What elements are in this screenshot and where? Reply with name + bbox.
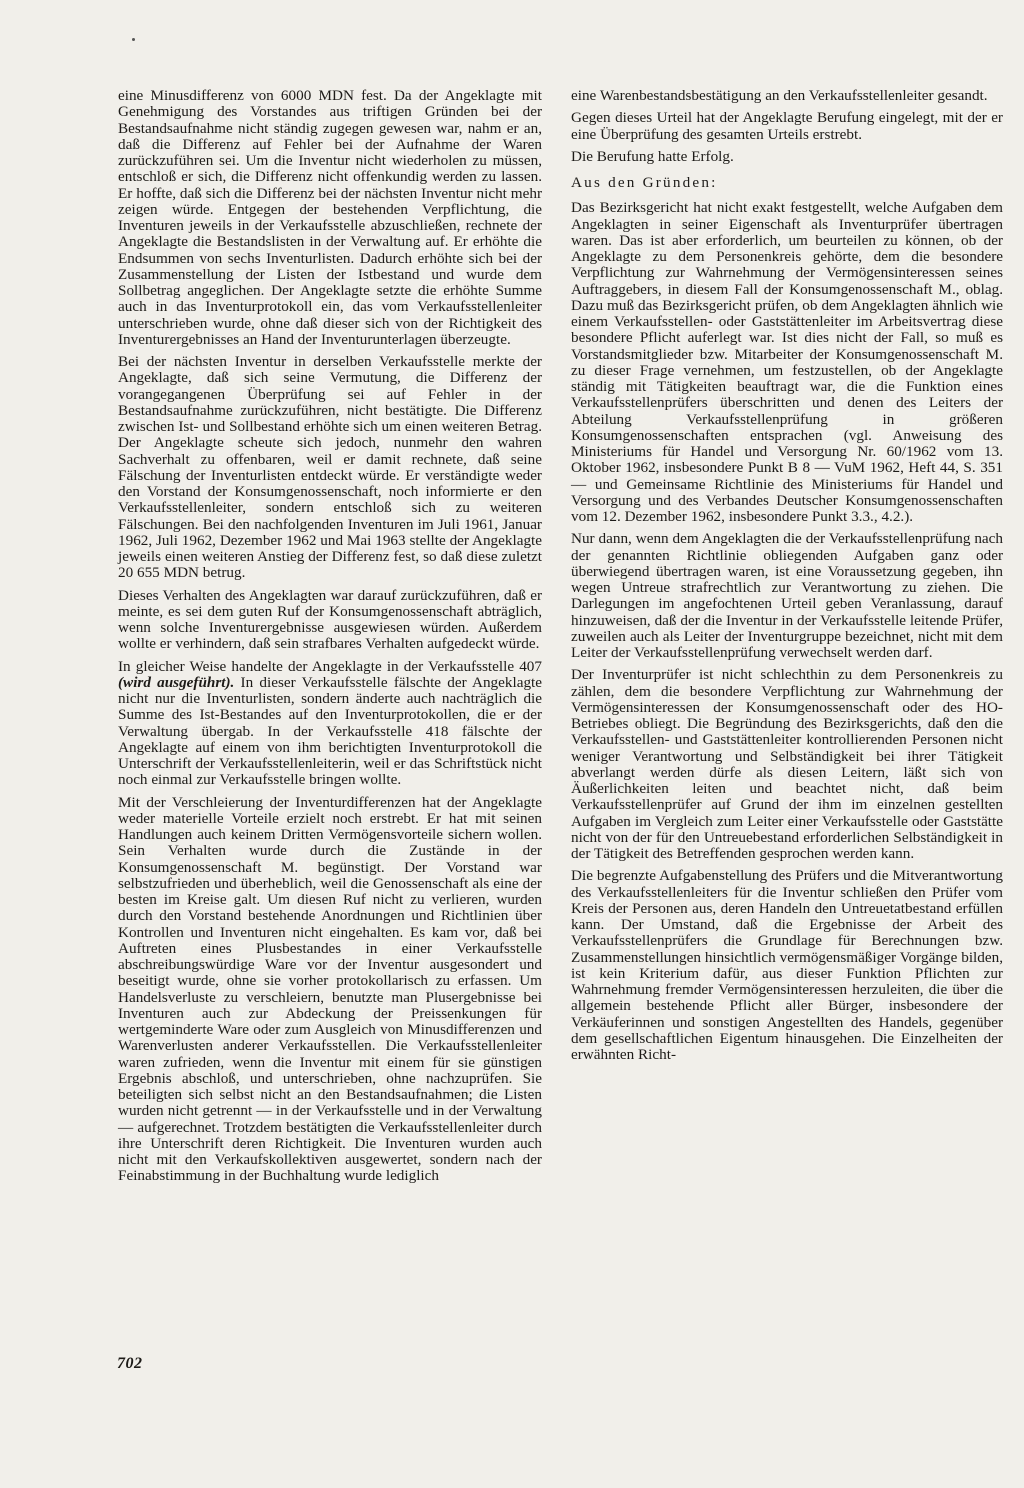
paragraph: Nur dann, wenn dem Angeklagten die der Verkaufsstellenprüfung nach der genannten Richtlinie obliegenden Aufgaben ganz oder überwiegend übertragen waren, ist eine Voraussetzung gegeben, ihn wegen Untreue strafrechtlich zur Verantwortung zu ziehen. Die Darlegungen im angefochtenen Urteil geben Veranlassung, darauf hinzuweisen, daß der die Inventur in der Verkaufsstelle leitende Prüfer, zuweilen auch als Leiter der Inventurgruppe bezeichnet, nicht mit dem Leiter der Verkaufsstellenprüfung verwechselt werden darf.	[571, 530, 1003, 661]
paragraph: Die Berufung hatte Erfolg.	[571, 147, 734, 165]
paragraph: Das Bezirksgericht hat nicht exakt festgestellt, welche Aufgaben dem Angeklagten in seiner Eigenschaft als Inventurprüfer übertragen waren. Das ist aber erforderlich, um beurteilen zu können, ob der Angeklagte zu dem Personenkreis gehörte, dem die besondere Verpflichtung zur Wahrnehmung der Vermögensinteressen seines Auftraggebers, in diesem Fall der Konsumgenossenschaft M., oblag. Dazu muß das Bezirksgericht prüfen, ob dem Angeklagten ähnlich wie einem Verkaufsstellen- oder Gaststättenleiter im Arbeitsvertrag diese besondere Pflicht auferlegt war. Ist dies nicht der Fall, so muß es Vorstandsmitglieder bzw. Mitarbeiter der Konsumgenossenschaft M. zu dieser Frage vernehmen, um festzustellen, ob der Angeklagte ständig mit Tätigkeiten beauftragt war, die die Funktion eines Verkaufsstellenprüfers überschritten und denen des Leiters der Abteilung Verkaufsstellenprüfung in größeren Konsumgenossenschaften entsprachen (vgl. Anweisung des Ministeriums für Handel und Versorgung Nr. 60/1962 vom 13. Oktober 1962, insbesondere Punkt B 8 — VuM 1962, Heft 44, S. 351 — und Gemeinsame Richtlinie des Ministeriums für Handel und Versorgung und des Verbandes Deutscher Konsumgenossenschaften vom 12. Dezember 1962, insbesondere Punkt 3.3., 4.2.).	[571, 199, 1003, 525]
right-column	[571, 88, 1003, 1069]
paragraph: Mit der Verschleierung der Inventurdifferenzen hat der Angeklagte weder materielle Vorteile erzielt noch erstrebt. Er hat mit seinen Handlungen auch keinem Dritten Vermögensvorteile sichern wollen. Sein Verhalten wurde durch die Zustände in der Konsumgenossenschaft M. begünstigt. Der Vorstand war selbstzufrieden und überheblich, weil die Genossenschaft als eine der besten im Kreise galt. Um diesen Ruf nicht zu verlieren, wurden durch den Vorstand bestehende Anordnungen und Richtlinien über Kontrollen und Inventuren nicht eingehalten. Es kam vor, daß bei Auftreten eines Plusbestandes in einer Verkaufsstelle abschreibungswürdige Ware vor der Inventur ausgesondert und beseitigt wurde, ohne sie vorher protokollarisch zu erfassen. Um Handelsverluste zu verschleiern, benutzte man Plusergebnisse bei Inventuren auch zur Abdeckung der Preissenkungen für wertgeminderte Ware oder zum Ausgleich von Minusdifferenzen und Warenverlusten anderer Verkaufsstellen. Die Verkaufsstellenleiter waren zufrieden, wenn die Inventur mit einem für sie günstigen Ergebnis abschloß, und unterschrieben, ohne nachzuprüfen. Sie beteiligten sich selbst nicht an den Bestandsaufnahmen; die Listen wurden nicht getrennt — in der Verkaufsstelle und in der Verwaltung — aufgerechnet. Trotzdem bestätigten die Verkaufsstellenleiter durch ihre Unterschrift deren Richtigkeit. Die Inventuren wurden auch nicht mit den Verkaufskollektiven ausgewertet, sondern nach der Feinabstimmung in der Buchhaltung wurde lediglich	[118, 793, 542, 1185]
paragraph	[118, 659, 542, 789]
scan-speck	[132, 38, 135, 41]
page-number: 702	[117, 1355, 143, 1372]
paragraph: Die begrenzte Aufgabenstellung des Prüfers und die Mitverantwortung des Verkaufsstellenleiters für die Inventur schließen den Prüfer vom Kreis der Personen aus, deren Handeln den Untreuetatbestand erfüllen kann. Der Umstand, daß die Ergebnisse der Arbeit des Verkaufsstellenprüfers die Grundlage für Berechnungen bzw. Zusammenstellungen hinsichtlich vermögensmäßiger Vorgänge bilden, ist kein Kriterium dafür, aus dieser Funktion Pflichten zur Wahrnehmung fremder Vermögensinteressen herzuleiten, die über die allgemein bestehende Pflicht aller Bürger, insbesondere der Verkäuferinnen und sonstigen Angestellten des Handels, gegenüber dem gesellschaftlichen Eigentum hinausgehen. Die Einzelheiten der erwähnten Richt-	[571, 867, 1003, 1063]
paragraph: Dieses Verhalten des Angeklagten war darauf zurückzuführen, daß er meinte, es sei dem guten Ruf der Konsumgenossenschaft abträglich, wenn solche Inventurergebnisse ausgewiesen würden. Außerdem wollte er verhindern, daß sein strafbares Verhalten aufgedeckt würde.	[118, 586, 542, 653]
paragraph: eine Minusdifferenz von 6000 MDN fest. Da der Angeklagte mit Genehmigung des Vorstandes aus triftigen Gründen bei der Bestandsaufnahme nicht ständig zugegen gewesen war, nahm er an, daß die Differenz auf Fehler bei der Aufnahme der Waren zurückzuführen sei. Um die Inventur nicht wiederholen zu müssen, entschloß er sich, die Differenz nicht offenkundig werden zu lassen. Er hoffte, daß sich die Differenz bei der nächsten Inventur nicht mehr zeigen würde. Entgegen der bestehenden Verpflichtung, die Inventuren jeweils in der Verkaufsstelle abzuschließen, rechnete der Angeklagte die Bestandslisten in der Verwaltung auf. Er erhöhte die Endsummen von sechs Inventurlisten. Dadurch erhöhte sich bei der Zusammenstellung der Listen der Istbestand und wurde dem Sollbetrag angeglichen. Der Angeklagte setzte die erhöhte Summe auch in das Inventurprotokoll ein, das vom Verkaufsstellenleiter unterschrieben wurde, ohne daß dieser sich von der Richtigkeit des Inventurergebnisses an Hand der Inventurunterlagen überzeugte.	[118, 87, 542, 348]
paragraph-text: In gleicher Weise handelte der Angeklagte in der Verkaufsstelle 407	[118, 657, 542, 675]
paragraph-text: In dieser Verkaufsstelle fälschte der Angeklagte nicht nur die Inventurlisten, sondern änderte auch nachträglich die Summe des Ist-Bestandes auf den Inventurprotokollen, die er der Verwaltung übergab. In der Verkaufsstelle 418 fälschte der Angeklagte auf einem von ihm berichtigten Inventurprotokoll die Unterschrift der Verkaufsstellenleiterin, weil er das Schriftstück nicht noch einmal zur Verkaufsstelle bringen wollte.	[118, 673, 542, 789]
paragraph: Gegen dieses Urteil hat der Angeklagte Berufung eingelegt, mit der er eine Überprüfung des gesamten Urteils erstrebt.	[571, 109, 1003, 143]
paragraph: Bei der nächsten Inventur in derselben Verkaufsstelle merkte der Angeklagte, daß sich seine Vermutung, die Differenz der vorangegangenen Überprüfung sei auf Fehler in der Bestandsaufnahme zurückzuführen, nicht bestätigte. Die Differenz zwischen Ist- und Sollbestand erhöhte sich um einen weiteren Betrag. Der Angeklagte scheute sich jedoch, nunmehr den wahren Sachverhalt zu offenbaren, weil er damit rechnete, daß seine Fälschung der Inventurlisten entdeckt würde. Er verständigte weder den Vorstand der Konsumgenossenschaft, noch informierte er den Verkaufsstellenleiter, sondern entschloß sich zu weiteren Fälschungen. Bei den nachfolgenden Inventuren im Juli 1961, Januar 1962, Juli 1962, Dezember 1962 und Mai 1963 stellte der Angeklagte jeweils einen weiteren Anstieg der Differenz fest, so daß diese zuletzt 20 655 MDN betrug.	[118, 353, 542, 582]
emphasized-text: (wird ausgeführt).	[118, 673, 235, 691]
section-heading: Aus den Gründen:	[571, 174, 718, 191]
left-column	[118, 88, 542, 1191]
paragraph: Der Inventurprüfer ist nicht schlechthin zu dem Personenkreis zu zählen, dem die besondere Verpflichtung zur Wahrnehmung der Vermögensinteressen der Konsumgenossenschaft oder des HO-Betriebes obliegt. Die Begründung des Bezirksgerichts, daß den die Verkaufsstellen- und Gaststättenleiter kontrollierenden Personen nicht weniger Verantwortung und Selbständigkeit bei ihrer Tätigkeit abverlangt werden dürfe als diesen Leitern, läßt sich von Äußerlichkeiten leiten und beachtet nicht, daß beim Verkaufsstellenprüfer auf Grund der ihm im einzelnen gestellten Aufgaben im Vergleich zum Leiter einer Verkaufsstelle oder Gaststätte nicht von der für den Untreuebestand erforderlichen Selbständigkeit in der Tätigkeit des Betreffenden gesprochen werden kann.	[571, 666, 1003, 862]
paragraph: eine Warenbestandsbestätigung an den Verkaufsstellenleiter gesandt.	[571, 87, 988, 104]
